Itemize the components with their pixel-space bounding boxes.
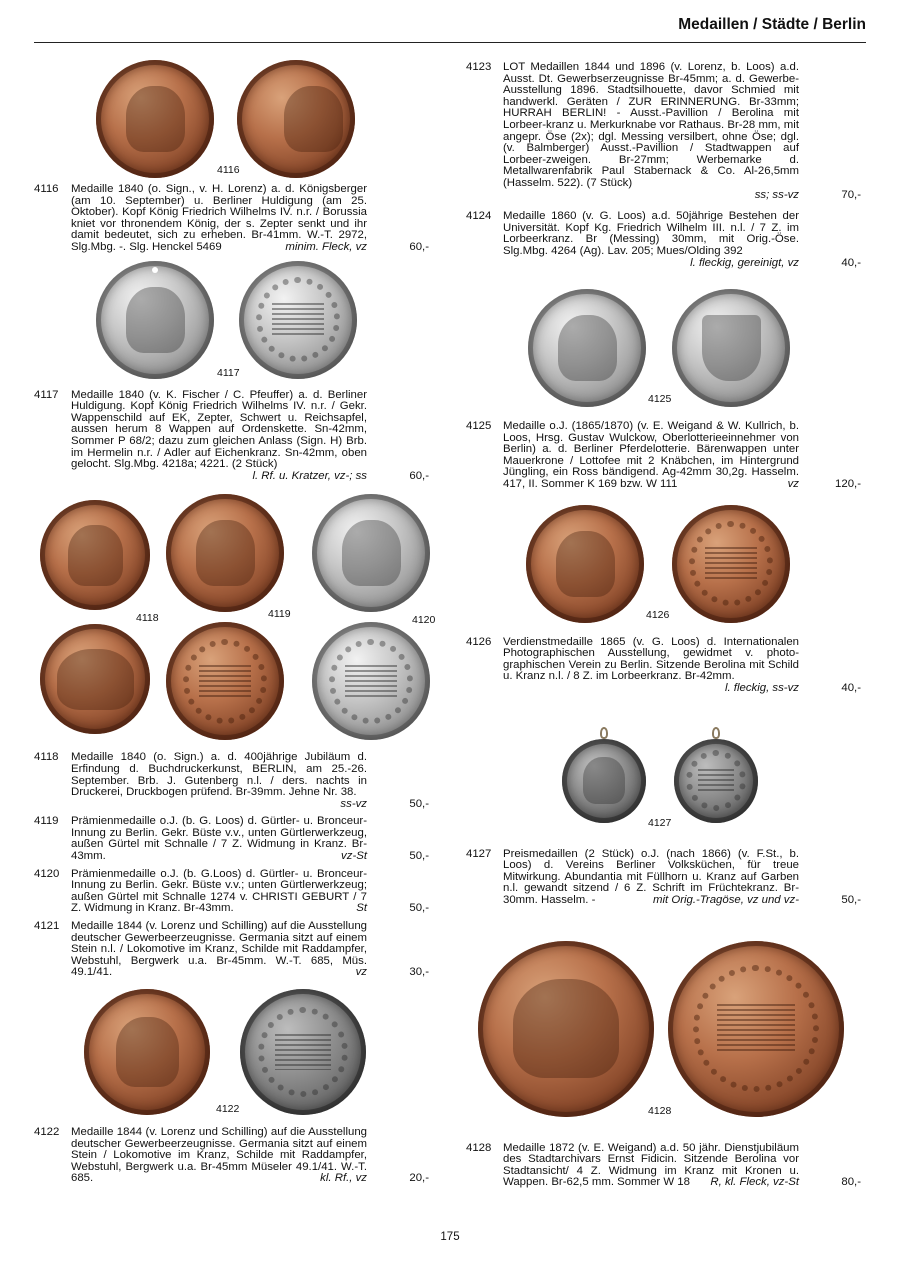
section-title: Medaillen / Städte / Berlin — [678, 16, 866, 33]
coin-image-reverse — [672, 289, 790, 407]
lot-price: 40,- — [841, 682, 861, 695]
figure-number: 4116 — [217, 164, 240, 176]
coin-figure-4128 — [466, 941, 861, 1121]
lot-description: Medaille 1872 (v. E. Weigand) a.d. 50 jähr. Dienstjubiläum des Stadtarchivars Ernst Fidicin. Sitzende Berolina vor Stadtansicht/ 4 Z. Widmung im Kranz mit Kronen u. Wappen. Br-62,5 mm. Sommer W 18 — [503, 1141, 799, 1189]
left-column — [34, 60, 436, 1185]
lot-entry — [466, 421, 861, 491]
lot-grade: l. fleckig, gereinigt, vz — [690, 256, 799, 269]
lot-description: Medaille 1844 (v. Lorenz und Schilling) auf die Ausstellung deutscher Gewerbeerzeugnisse. Germania sitzt auf einem Stein n.l. / Lokomotive im Kranz, Schilde mit Raddampfer, Webstuhl, Bergwerk u.a. Br-45mm. W.-T. 685, Müs. 49.1/41. — [71, 920, 367, 979]
lot-price: 50,- — [409, 902, 429, 915]
lot-description: LOT Medaillen 1844 und 1896 (v. Lorenz, b. Loos) a.d. Ausst. Dt. Gewerbserzeugnisse Br-45mm; a. d. Gewerbe-Ausstellung 1896. Stadtsilhouette, davor Schmied mit handwerkl. Geräten / ZUR ERINNERUNG. Br-33mm; HURRAH BERLIN! - Ausst.-Pavillion / Berolina mit Lorbeer-kranz u. Merkurknabe vor Rathaus. Br-28 mm, mit angepr. Öse (2x); dgl. Messing versilbert, ohne Öse; dgl. (v. Balmberger) Ausst.-Pavillion / Stadtwappen auf Lorbeer-zweigen. Br-27mm; Werbemarke d. Metallwarenfabrik Paul Stabernack & Co. Al-26,5mm (Hasselm. 522). (7 Stück) — [503, 61, 799, 189]
lot-description: Medaille 1844 (v. Lorenz und Schilling) auf die Ausstellung deutscher Gewerbeerzeugnisse. Germania sitzt auf einem Stein / Lokomotive im Kranz, Schilde mit Raddampfer, Webstuhl, Bergwerk u.a. Br-45mm Müseler 49.1/41. W.-T. 685. — [71, 1126, 367, 1185]
lot-description: Prämienmedaille o.J. (b. G. Loos) d. Gürtler- u. Bronceur-Innung zu Berlin. Gekr. Büste v.v., unten Gürtlerwerkzeug, außen Gürtel mit Schnalle / 7 Z. Widmung in Kranz. Br-43mm. — [71, 815, 367, 863]
right-column — [466, 62, 861, 1189]
lot-price: 20,- — [409, 1172, 429, 1185]
coin-image-obverse — [528, 289, 646, 407]
coin-image-4120-obverse — [312, 494, 430, 612]
lot-price: 60,- — [409, 469, 429, 482]
coin-image-4119-reverse — [166, 622, 284, 740]
lot-entry — [34, 184, 429, 254]
coin-figure-4118-4120 — [34, 494, 436, 744]
lot-entry — [466, 849, 861, 907]
lot-price: 50,- — [409, 797, 429, 810]
lot-number: 4128 — [466, 1141, 492, 1154]
lot-description: Medaille 1840 (v. K. Fischer / C. Pfeuffer) a. d. Berliner Huldigung. Kopf König Friedrich Wilhelms IV. n.r. / Gekr. Wappenschild auf EK, Zepter, Schwert u. Reichsapfel, aussen herum 8 Wappen auf Ordenskette. Sn-42mm, Sommer P 68/2; dazu zum gleichen Anlass (Sign. H) Brb. im Hermelin n.r. / Adler auf Eichenkranz. Sn-42mm, oben gelocht. Slg.Mbg. 4218a; 4221. (2 Stück) — [71, 388, 367, 471]
lot-entry — [34, 752, 429, 810]
lot-grade: mit Orig.-Tragöse, vz und vz- — [652, 894, 799, 906]
lot-description: Medaille 1860 (v. G. Loos) a.d. 50jährige Bestehen der Universität. Kopf Kg. Friedrich Wilhelm III. n.l. / 7 Z. im Lorbeerkranz. Br (Messing) 30mm, mit Orig.-Öse. Slg.Mbg. 4264 (Ag). Lav. 205; Mues/Olding 392 — [503, 210, 799, 257]
lot-grade: R, kl. Fleck, vz-St — [710, 1176, 799, 1189]
lot-number: 4116 — [34, 183, 59, 195]
lot-price: 30,- — [409, 966, 429, 979]
page-number: 175 — [440, 1231, 460, 1243]
lot-grade: vz — [355, 966, 367, 979]
coin-image-obverse — [96, 60, 214, 178]
coin-image-reverse — [240, 989, 366, 1115]
coin-figure-4127 — [466, 731, 861, 831]
lot-entry — [466, 637, 861, 695]
lot-number: 4123 — [466, 61, 492, 73]
figure-number: 4120 — [412, 614, 436, 627]
coin-figure-4126 — [466, 505, 861, 629]
lot-price: 60,- — [409, 240, 429, 253]
coin-image-reverse — [672, 505, 790, 623]
figure-number: 4118 — [136, 612, 159, 625]
lot-entry — [34, 921, 429, 979]
coin-image-4120-reverse — [312, 622, 430, 740]
coin-image-obverse — [96, 261, 214, 379]
coin-figure-4122 — [34, 989, 429, 1119]
lot-price: 80,- — [841, 1176, 861, 1189]
lot-description: Preismedaillen (2 Stück) o.J. (nach 1866) (v. F.St., b. Loos) d. Vereins Berliner Volksküchen, für treue Mitwirkung. Abundantia mit Füllhorn u. Kranz auf Garben n.l. gewandt sitzend / 6 Z. Schrift im Früchtekranz. Br-30mm. Hasselm. - — [503, 847, 799, 906]
lot-grade: vz-St — [341, 850, 367, 863]
lot-grade: minim. Fleck, vz — [285, 240, 367, 253]
page-header — [34, 14, 866, 43]
lot-description: Medaille 1840 (o. Sign., v. H. Lorenz) a. d. Königsberger (am 10. September) u. Berliner Huldigung (am 25. Oktober). Kopf König Friedrich Wilhelms IV. n.r. / Borussia kniet vor thronendem König, der s. Zepter senkt und ihr damit bedeutet, sich zu erheben. Br-41mm. W.-T. 2972, Slg.Mbg. -. Slg. Henckel 5469 — [71, 183, 367, 253]
coin-image-obverse — [84, 989, 210, 1115]
lot-number: 4121 — [34, 920, 60, 933]
lot-description: Medaille 1840 (o. Sign.) a. d. 400jährige Jubiläum d. Erfindung d. Buchdruckerkunst, BERLIN, am 25.-26. September. Brb. J. Gutenberg n.l. / ders. nachts in Druckerei, Druckbogen prüfend. Br-39mm. Jehne Nr. 38. — [71, 751, 367, 799]
figure-number: 4126 — [646, 608, 670, 621]
coin-image-obverse — [478, 941, 654, 1117]
lot-entry — [466, 62, 861, 201]
coin-figure-4117 — [34, 261, 429, 383]
figure-number: 4119 — [268, 608, 291, 621]
lot-price: 40,- — [841, 256, 861, 269]
coin-image-reverse — [668, 941, 844, 1117]
lot-grade: l. Rf. u. Kratzer, vz-; ss — [252, 469, 367, 482]
figure-number: 4117 — [217, 366, 240, 379]
figure-number: 4127 — [648, 816, 672, 829]
figure-number: 4128 — [648, 1104, 672, 1117]
coin-image-reverse — [239, 261, 357, 379]
lot-description: Verdienstmedaille 1865 (v. G. Loos) d. Internationalen Photographischen Ausstellung, gewidmet v. photo-graphischen Verein zu Berlin. Sitzende Berolina mit Schild u. Kranz n.l. / 8 Z. im Lorbeerkranz. Br-42mm. — [503, 635, 799, 683]
lot-number: 4117 — [34, 388, 59, 401]
lot-price: 120,- — [835, 478, 861, 491]
lot-entry — [34, 1127, 429, 1185]
lot-grade: St — [356, 902, 367, 915]
lot-number: 4127 — [466, 847, 492, 860]
figure-number: 4122 — [216, 1103, 240, 1115]
lot-price: 50,- — [409, 850, 429, 863]
lot-number: 4126 — [466, 635, 492, 648]
coin-image-4119-obverse — [166, 494, 284, 612]
lot-number: 4118 — [34, 751, 59, 764]
lot-number: 4124 — [466, 210, 492, 223]
lot-grade: ss; ss-vz — [754, 188, 799, 201]
lot-entry — [466, 211, 861, 269]
lot-entry — [34, 390, 429, 483]
lot-entry — [466, 1143, 861, 1189]
lot-entry — [34, 816, 429, 862]
figure-number: 4125 — [648, 393, 672, 406]
lot-number: 4120 — [34, 867, 60, 880]
lot-grade: vz — [787, 478, 799, 491]
lot-grade: l. fleckig, ss-vz — [724, 682, 799, 695]
lot-description: Medaille o.J. (1865/1870) (v. E. Weigand & W. Kullrich, b. Loos, Hrsg. Gustav Wulckow, Oberlotterieeinnehmer von Berlin) a. d. Berliner Pferdelotterie. Bärenwappen unter Mauerkrone / Lottofee mit 2 Knäbchen, im Hintergrund Jüngling, ein Ross bändigend. Ag-42mm 30,2g. Hasselm. 417, II. Sommer K 169 bzw. W 111 — [503, 420, 799, 491]
coin-image-4118-obverse — [40, 500, 150, 610]
coin-image-4118-reverse — [40, 624, 150, 734]
coin-image-obverse — [526, 505, 644, 623]
coin-figure-4116 — [34, 60, 429, 184]
coin-figure-4125 — [466, 289, 861, 413]
lot-price: 50,- — [841, 894, 861, 906]
lot-number: 4119 — [34, 815, 59, 828]
coin-image-reverse — [674, 739, 758, 823]
lot-grade: kl. Rf., vz — [320, 1172, 367, 1185]
lot-price: 70,- — [841, 188, 861, 201]
lot-grade: ss-vz — [340, 797, 367, 810]
lot-description: Prämienmedaille o.J. (b. G.Loos) d. Gürtler- u. Bronceur-Innung zu Berlin. Gekr. Büste v.v.; unten Gürtlerwerkzeug; außen Gürtel mit Schnalle 1274 v. CHRISTI GEBURT / 7 Z. Widmung in Kranz. Br-43mm. — [71, 867, 367, 915]
lot-number: 4125 — [466, 420, 492, 433]
lot-entry — [34, 869, 429, 915]
coin-image-obverse — [562, 739, 646, 823]
lot-number: 4122 — [34, 1126, 60, 1138]
coin-image-reverse — [237, 60, 355, 178]
